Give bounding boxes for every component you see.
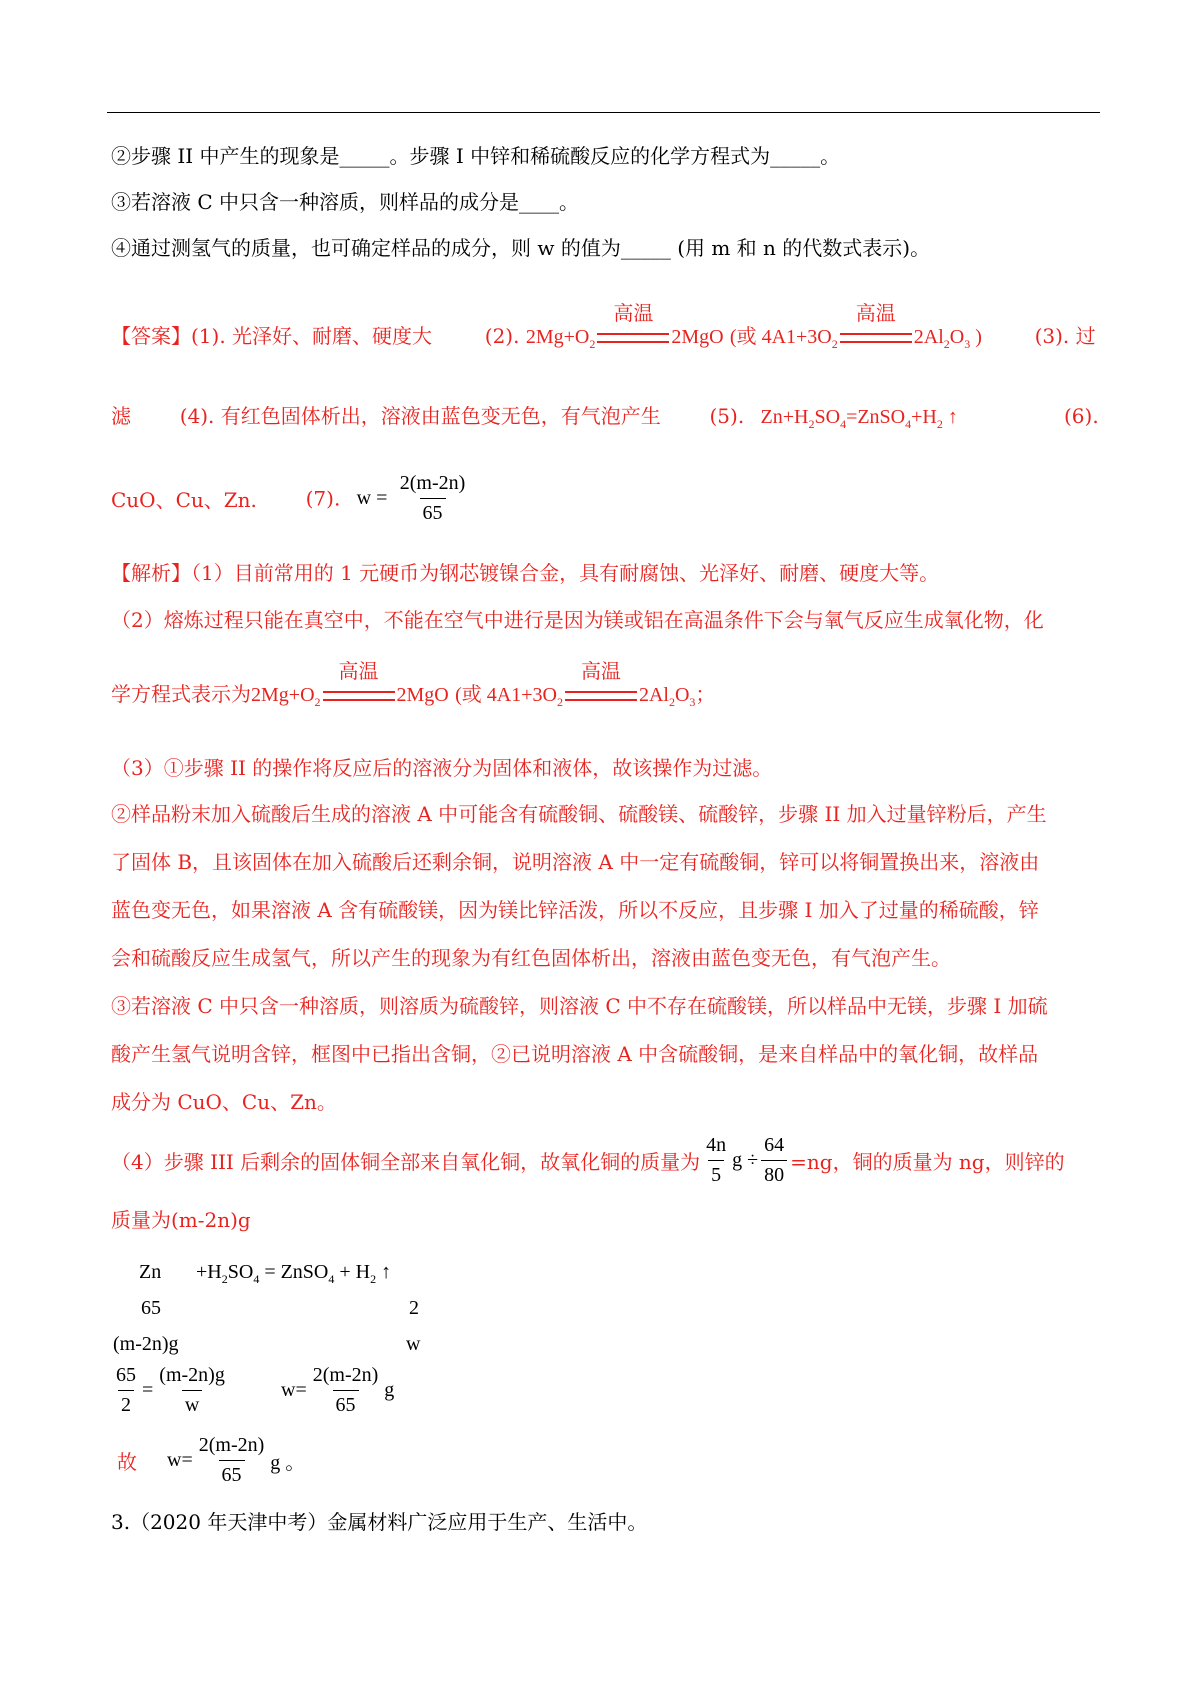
answer-line-1: [111, 300, 1096, 358]
analysis-p4c: 蓝色变无色，如果溶液 A 含有硫酸镁，因为镁比锌活泼，所以不反应，且步骤 I 加入了过量的稀硫酸，锌: [111, 898, 1039, 922]
equation-al: (或 $4A1+3O_2$: [729, 326, 838, 351]
question-2: ②步骤 II 中产生的现象是_____。步骤 I 中锌和稀硫酸反应的化学方程式为_____。: [111, 144, 841, 168]
fraction-final: $\frac{2(m-2n)}{65}$: [198, 1434, 265, 1486]
analysis-p4a: ②样品粉末加入硫酸后生成的溶液 A 中可能含有硫酸铜、硫酸镁、硫酸锌，步骤 II 加入过量锌粉后，产生: [111, 802, 1047, 826]
calc-solution: w= $\frac{2(m-2n)}{65}$ g: [281, 1364, 395, 1416]
header-rule: [107, 112, 1100, 113]
answer-1: (1). 光泽好、耐磨、硬度大: [191, 324, 433, 348]
calc-proportion: $\frac{65}{2}$ = $\frac{(m-2n)g}{w}$: [110, 1364, 231, 1417]
analysis-p4d: 会和硫酸反应生成氢气，所以产生的现象为有红色固体析出，溶液由蓝色变无色，有气泡产生。: [111, 946, 951, 970]
condition-high-temp: 高温: [597, 325, 669, 351]
equation-mg: $2Mg+O_2$: [525, 326, 596, 351]
question-3: ③若溶液 C 中只含一种溶质，则样品的成分是____。: [111, 190, 580, 214]
answer-3-text: 过: [1075, 324, 1096, 348]
analysis-p2-equation: 学方程式表示为$2Mg+O_2$ 高温 2MgO (或 $4A1+3O_2$ 高温 $2Al_2O_3$；: [111, 658, 716, 709]
next-question: 3.（2020 年天津中考）金属材料广泛应用于生产、生活中。: [111, 1510, 648, 1534]
answer-2-num: (2).: [484, 324, 520, 348]
answer-3-text-2: 滤: [111, 404, 131, 428]
answer-label: 【答案】: [111, 324, 191, 348]
product-mgo: 2MgO: [671, 326, 724, 348]
answer-4: (4). 有红色固体析出，溶液由蓝色变无色，有气泡产生: [179, 404, 661, 428]
analysis-p5b: 酸产生氢气说明含锌，框图中已指出含铜，②已说明溶液 A 中含硫酸铜，是来自样品中的氧化铜，故样品: [111, 1042, 1039, 1066]
calc-65: 65: [141, 1297, 161, 1319]
analysis-p2: （2）熔炼过程只能在真空中，不能在空气中进行是因为镁或铝在高温条件下会与氧气反应生成氧化物，化: [111, 608, 1044, 632]
analysis-p1: 【解析】（1）目前常用的 1 元硬币为钢芯镀镍合金，具有耐腐蚀、光泽好、耐磨、硬度大等。: [111, 561, 940, 585]
fraction-mass-w: $\frac{(m-2n)g}{w}$: [159, 1364, 225, 1416]
answer-3-num: (3).: [1034, 324, 1070, 348]
analysis-p4b: 了固体 B，且该固体在加入硫酸后还剩余铜，说明溶液 A 中一定有硫酸铜，锌可以将铜置换出来，溶液由: [111, 850, 1040, 874]
answer-line-2: [111, 402, 958, 438]
answer-6-num: (6).: [1064, 404, 1099, 428]
answer-5-num: (5).: [709, 404, 745, 428]
analysis-p5a: ③若溶液 C 中只含一种溶质，则溶质为硫酸锌，则溶液 C 中不存在硫酸镁，所以样品中无镁，步骤 I 加硫: [111, 994, 1048, 1018]
condition-high-temp-2: 高温: [840, 325, 912, 351]
condition-high-temp-3: 高温: [323, 683, 395, 709]
answer-7-fraction: $\frac{2(m-2n)}{65}$: [399, 472, 466, 524]
calc-zn: Zn: [139, 1261, 162, 1283]
condition-high-temp-4: 高温: [565, 683, 637, 709]
calc-equation: $+H_2SO_4$ = ZnSO$_4$ + $H_2$ ↑: [196, 1261, 392, 1286]
analysis-p5c: 成分为 CuO、Cu、Zn。: [111, 1090, 337, 1114]
answer-7-num: (7).: [305, 486, 341, 511]
calc-2: 2: [409, 1297, 419, 1319]
calc-mass: (m-2n)g: [113, 1333, 179, 1355]
question-4: ④通过测氢气的质量，也可确定样品的成分，则 w 的值为_____ (用 m 和 n 的代数式表示)。: [111, 236, 931, 260]
answer-7-lhs: w =: [356, 487, 388, 509]
final-answer: 故 w= $\frac{2(m-2n)}{65}$ g 。: [117, 1434, 306, 1486]
fraction-solution: $\frac{2(m-2n)}{65}$: [312, 1364, 379, 1416]
analysis-p3: （3）①步骤 II 的操作将反应后的溶液分为固体和液体，故该操作为过滤。: [111, 756, 773, 780]
analysis-p6b: 质量为(m-2n)g: [111, 1208, 251, 1232]
answer-line-3: [111, 472, 471, 525]
fraction-65-2: $\frac{65}{2}$: [116, 1364, 136, 1416]
equation-zn: $Zn+H_2SO_4=ZnSO_4+H_2$ ↑: [760, 406, 958, 431]
analysis-p6: （4）步骤 III 后剩余的固体铜全部来自氧化铜，故氧化铜的质量为 $\frac{4n}{5}$ g ÷ $\frac{64}{80}$ =ng，铜的质量为 ng，则锌的: [111, 1134, 1065, 1186]
fraction-64-80: $\frac{64}{80}$: [761, 1134, 787, 1187]
answer-6-text: CuO、Cu、Zn.: [111, 488, 257, 512]
product-al2o3: $2Al_2O_3$ ): [913, 326, 982, 351]
calc-w: w: [406, 1333, 421, 1355]
fraction-4n-5: $\frac{4n}{5}$: [706, 1134, 727, 1186]
